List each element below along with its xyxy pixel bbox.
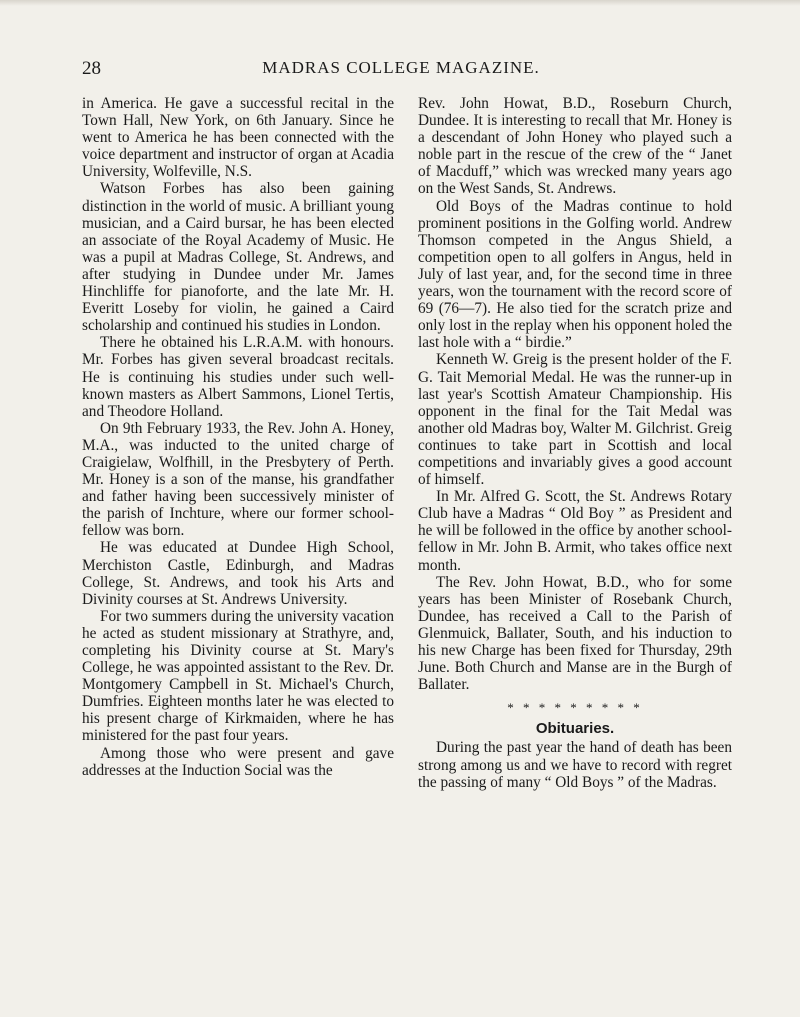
paragraph: In Mr. Alfred G. Scott, the St. Andrews Rotary Club have a Madras “ Old Boy ” as President and he will be followed in the office by another school-fellow in Mr. John B. Armit, who takes office next month. [418,488,732,574]
paragraph: On 9th February 1933, the Rev. John A. Honey, M.A., was inducted to the united charge of Craigielaw, Wolfhill, in the Presbytery of Perth. Mr. Honey is a son of the manse, his grandfather and father having been successively minister of the parish of Inchture, where our former school-fellow was born. [82,419,394,540]
paragraph: There he obtained his L.R.A.M. with honours. Mr. Forbes has given several broadcast recitals. He is continuing his studies under such well-known masters as Albert Sammons, Lionel Tertis, and Theodore Holland. [82,334,394,420]
paragraph: He was educated at Dundee High School, Merchiston Castle, Edinburgh, and Madras College, St. Andrews, and took his Arts and Divinity courses at St. Andrews University. [82,539,394,608]
paragraph: Among those who were present and gave addresses at the Induction Social was the [82,744,394,779]
page-header [82,58,720,82]
paragraph: Old Boys of the Madras continue to hold prominent positions in the Golfing world. Andrew Thomson competed in the Angus Shield, a competition open to all golfers in Angus, held in July of last year, and, for the second time in three years, won the tournament with the record score of 69 (76—7). He also tied for the scratch prize and only lost in the replay when his opponent holed the last hole with a “ birdie.” [418,197,732,352]
left-column [82,95,394,779]
paragraph: Rev. John Howat, B.D., Roseburn Church, Dundee. It is interesting to recall that Mr. Honey is a descendant of John Honey who played such a noble part in the rescue of the crew of the “ Janet of Macduff,” which was wrecked many years ago on the West Sands, St. Andrews. [418,95,732,198]
page-edge-shadow [0,0,800,6]
paragraph: For two summers during the university vacation he acted as student missionary at Strathyre, and, completing his Divinity course at St. Mary's College, he was appointed assistant to the Rev. Dr. Montgomery Campbell in St. Michael's Church, Dumfries. Eighteen months later he was elected to his present charge of Kirkmaiden, where he has ministered for the past four years. [82,607,394,745]
paragraph: in America. He gave a successful recital in the Town Hall, New York, on 6th January. Since he went to America he has been connected with the voice department and instructor of organ at Acadia University, Wolfeville, N.S. [82,95,394,181]
obituaries-paragraph: During the past year the hand of death has been strong among us and we have to record with regret the passing of many “ Old Boys ” of the Madras. [418,739,732,791]
section-separator: * * * * * * * * * [507,700,643,716]
paragraph: Kenneth W. Greig is the present holder of the F. G. Tait Memorial Medal. He was the runner-up in last year's Scottish Amateur Championship. His opponent in the final for the Tait Medal was another old Madras boy, Walter M. Gilchrist. Greig continues to take part in Scottish and local competitions and invariably gives a good account of himself. [418,351,732,489]
paragraph: Watson Forbes has also been gaining distinction in the world of music. A brilliant young musician, and a Caird bursar, he has been elected an associate of the Royal Academy of Music. He was a pupil at Madras College, St. Andrews, and after studying in Dundee under Mr. James Hinchliffe for pianoforte, and the late Mr. H. Everitt Loseby for violin, he gained a Caird scholarship and continued his studies in London. [82,180,394,335]
obituaries-heading: Obituaries. [535,720,615,738]
page-number: 28 [82,58,101,79]
running-title: MADRAS COLLEGE MAGAZINE. [262,58,540,77]
paragraph: The Rev. John Howat, B.D., who for some years has been Minister of Rosebank Church, Dundee, has received a Call to the Parish of Glenmuick, Ballater, South, and his induction to his new Charge has been fixed for Thursday, 29th June. Both Church and Manse are in the Burgh of Ballater. [418,573,732,694]
right-column [418,95,732,791]
